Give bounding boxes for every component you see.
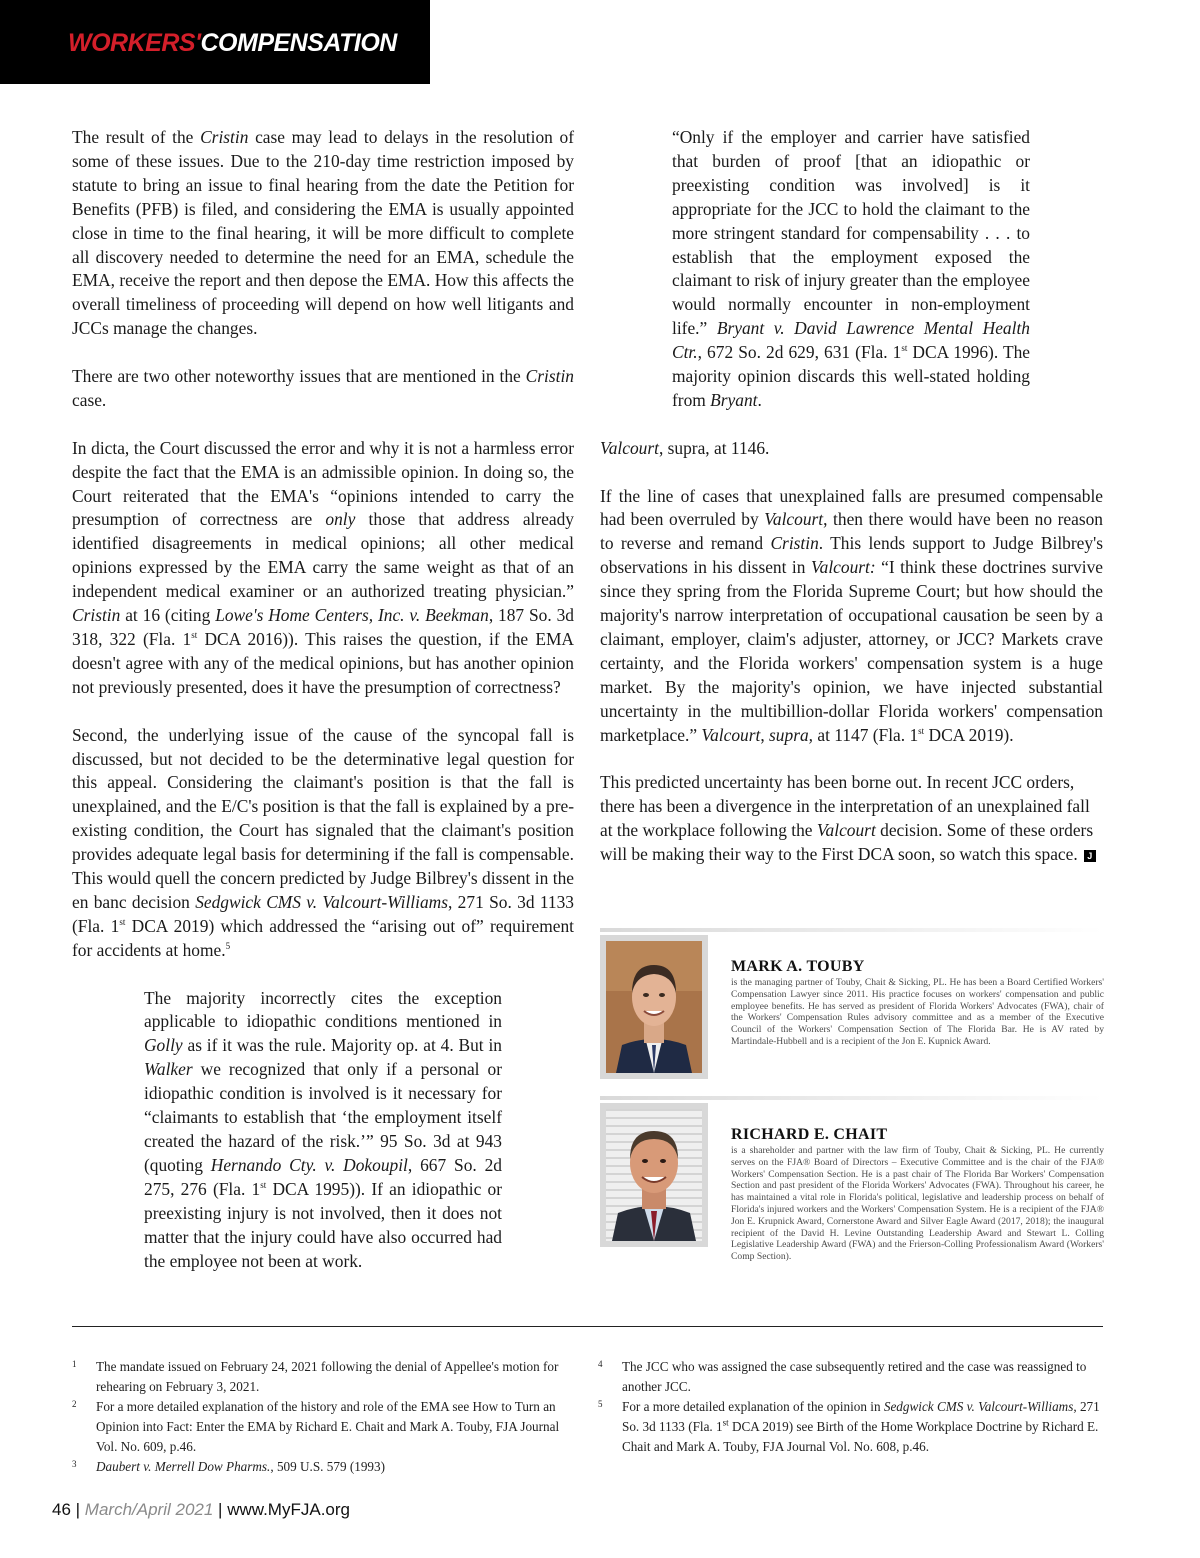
author-photo (606, 941, 702, 1073)
author-bio-touby (600, 928, 1103, 1080)
footnote: 4 The JCC who was assigned the case subsequently retired and the case was reassigned to another JCC. (598, 1357, 1103, 1397)
headshot-touby-icon (606, 941, 702, 1073)
footnote: 5 For a more detailed explanation of the opinion in Sedgwick CMS v. Valcourt-Williams, 271 So. 3d 1133 (Fla. 1st DCA 2019) see Birth of the Home Workplace Doctrine by Richard E. Chait and Mark A. Touby, FJA Journal Vol. No. 608, p.46. (598, 1397, 1103, 1457)
author-bio-chait (600, 1096, 1103, 1296)
author-photo-frame (600, 1103, 708, 1247)
author-name: RICHARD E. CHAIT (731, 1126, 888, 1143)
footnotes-left (72, 1357, 562, 1477)
footnote-number: 4 (598, 1359, 603, 1369)
footnote: 2 For a more detailed explanation of the history and role of the EMA see How to Turn an Opinion into Fact: Enter the EMA by Richard E. Chait and Mark A. Touby, FJA Journal Vol. No. 609, p.46. (72, 1397, 562, 1457)
right-column (600, 126, 1103, 891)
footnote-divider (72, 1326, 1103, 1327)
block-quote: “Only if the employer and carrier have satisfied that burden of proof [that an idiopathic or preexisting condition was involved] is it appropriate for the JCC to hold the claimant to the more stringent standard for compensability . . . to establish that the employment exposed the claimant to risk of injury greater than the employee would normally encounter in non-employment life.” Bryant v. David Lawrence Mental Health Ctr., 672 So. 2d 629, 631 (Fla. 1st DCA 1996). The majority opinion discards this well-stated holding from Bryant. (672, 127, 1030, 410)
footnotes-right (598, 1357, 1103, 1457)
block-quote: The majority incorrectly cites the exception applicable to idiopathic conditions mentioned in Golly as if it was the rule. Majority op. at 4. But in Walker we recognized that only if a personal or idiopathic condition is involved is it necessary for “claimants to establish that ‘the employment itself created the hazard of the risk.’” 95 So. 3d at 943 (quoting Hernando Cty. v. Dokoupil, 667 So. 2d 275, 276 (Fla. 1st DCA 1995)). If an idiopathic or preexisting injury is not involved, then it does not matter that the injury could have also occurred had the employee not been at work. (144, 987, 502, 1271)
author-name: MARK A. TOUBY (731, 958, 865, 975)
footnote: 1 The mandate issued on February 24, 2021 following the denial of Appellee's motion for rehearing on February 3, 2021. (72, 1357, 562, 1397)
footnote-number: 5 (598, 1399, 603, 1409)
paragraph: The result of the Cristin case may lead to delays in the resolution of some of these issues. Due to the 210-day time restriction imposed by statute to bring an issue to final hearing from the date the Petition for Benefits (PFB) is filed, and considering the EMA is usually appointed close in time to the final hearing, it will be more difficult to complete all discovery needed to determine the need for an EMA, schedule the EMA, receive the report and then depose the EMA. How this affects the overall timeliness of proceeding will depend on how well litigants and JCCs manage the changes. (72, 127, 574, 339)
paragraph: There are two other noteworthy issues that are mentioned in the Cristin case. (72, 366, 574, 410)
page-footer: 46 | March/April 2021 | www.MyFJA.org (52, 1500, 350, 1519)
footnote-number: 2 (72, 1399, 77, 1409)
footnote-ref: 5 (225, 940, 231, 951)
author-photo-frame (600, 935, 708, 1079)
paragraph: This predicted uncertainty has been borne out. In recent JCC orders, there has been a divergence in the interpretation of an unexplained fall at the workplace following the Valcourt decision. Some of these orders will be making their way to the First DCA soon, so watch this space. J (600, 771, 1103, 867)
author-photo (606, 1109, 702, 1241)
footnote-number: 3 (72, 1459, 77, 1469)
left-column (72, 126, 574, 1297)
citation: Valcourt, supra, at 1146. (600, 437, 770, 458)
website-link[interactable]: www.MyFJA.org (227, 1500, 350, 1519)
footnote-number: 1 (72, 1359, 77, 1369)
issue-date: March/April 2021 (84, 1500, 214, 1519)
page-number: 46 (52, 1500, 71, 1519)
author-bio-text: is the managing partner of Touby, Chait & Sicking, PL. He has been a Board Certified Workers' Compensation Lawyer since 2011. His practice focuses on workers' compensation and public employee benefits. He has served as president of Florida Workers' Advocates (FWA), chair of the Workers' Compensation Rules advisory committee and as a member of the Executive Council of the Workers' Compensation Section of The Florida Bar. He is AV rated by Martindale-Hubbell and is a recipient of the Jon E. Kupnick Award. (731, 977, 1104, 1047)
author-bio-text: is a shareholder and partner with the law firm of Touby, Chait & Sicking, PL. He currently serves on the FJA® Board of Directors – Executive Committee and is the chair of the FJA® Workers' Compensation Section. He is a past chair of The Florida Bar Workers' Compensation Section and past president of the Florida Workers' Advocates (FWA). Throughout his career, he has maintained a vital role in Florida's political, legislative and leadership process on behalf of Florida's injured workers and the Workers' Compensation System. He is a recipient of the FJA® Jon E. Krupnick Award, Cornerstone Award and Silver Eagle Award (2017, 2018); the inaugural recipient of the David H. Levine Outstanding Leadership Award and Stewart L. Colling Legislative Leadership Award (FWA) and the Frierson-Colling Professionalism Award (Workers' Comp Section). (731, 1145, 1104, 1263)
section-title-white: COMPENSATION (200, 29, 397, 57)
section-title-red: WORKERS' (68, 29, 201, 57)
headshot-chait-icon (606, 1109, 702, 1241)
paragraph: If the line of cases that unexplained falls are presumed compensable had been overruled by Valcourt, then there would have been no reason to reverse and remand Cristin. This lends support to Judge Bilbrey's observations in his dissent in Valcourt: “I think these doctrines survive since they spring from the Florida Supreme Court; but how should the majority's narrow interpretation of occupational causation be seen by a claimant, employer, claim's adjuster, attorney, or JCC? Markets crave certainty, and the Florida workers' compensation system is a huge market. By the majority's opinion, we have injected substantial uncertainty in the multibillion-dollar Florida workers' compensation marketplace.” Valcourt, supra, at 1147 (Fla. 1st DCA 2019). (600, 485, 1104, 745)
bio-divider (600, 1096, 1103, 1100)
end-mark-icon: J (1084, 850, 1096, 862)
paragraph: Second, the underlying issue of the cause of the syncopal fall is discussed, but not decided to be the determinative legal question for this appeal. Considering the claimant's position is that the fall is unexplained, and the E/C's position is that the fall is explained by a pre-existing condition, the Court has signaled that the claimant's position provides adequate legal basis for determining if the fall is compensable. This would quell the concern predicted by Judge Bilbrey's dissent in the en banc decision Sedgwick CMS v. Valcourt-Williams, 271 So. 3d 1133 (Fla. 1st DCA 2019) which addressed the “arising out of” requirement for accidents at home.$^5$ (72, 724, 574, 960)
footnote: 3 Daubert v. Merrell Dow Pharms., 509 U.S. 579 (1993) (72, 1457, 562, 1477)
bio-divider (600, 928, 1103, 932)
section-title (68, 29, 397, 58)
paragraph: In dicta, the Court discussed the error and why it is not a harmless error despite the fact that the EMA is an admissible opinion. In doing so, the Court reiterated that the EMA's “opinions intended to carry the presumption of correctness are only those that address already identified disagreements in medical opinions; all other medical opinions expressed by the EMA carry the same weight as that of an independent medical examiner or an authorized treating physician.” Cristin at 16 (citing Lowe's Home Centers, Inc. v. Beekman, 187 So. 3d 318, 322 (Fla. 1st DCA 2016)). This raises the question, if the EMA doesn't agree with any of the medical opinions, but has another opinion not previously presented, does it have the presumption of correctness? (72, 437, 574, 697)
